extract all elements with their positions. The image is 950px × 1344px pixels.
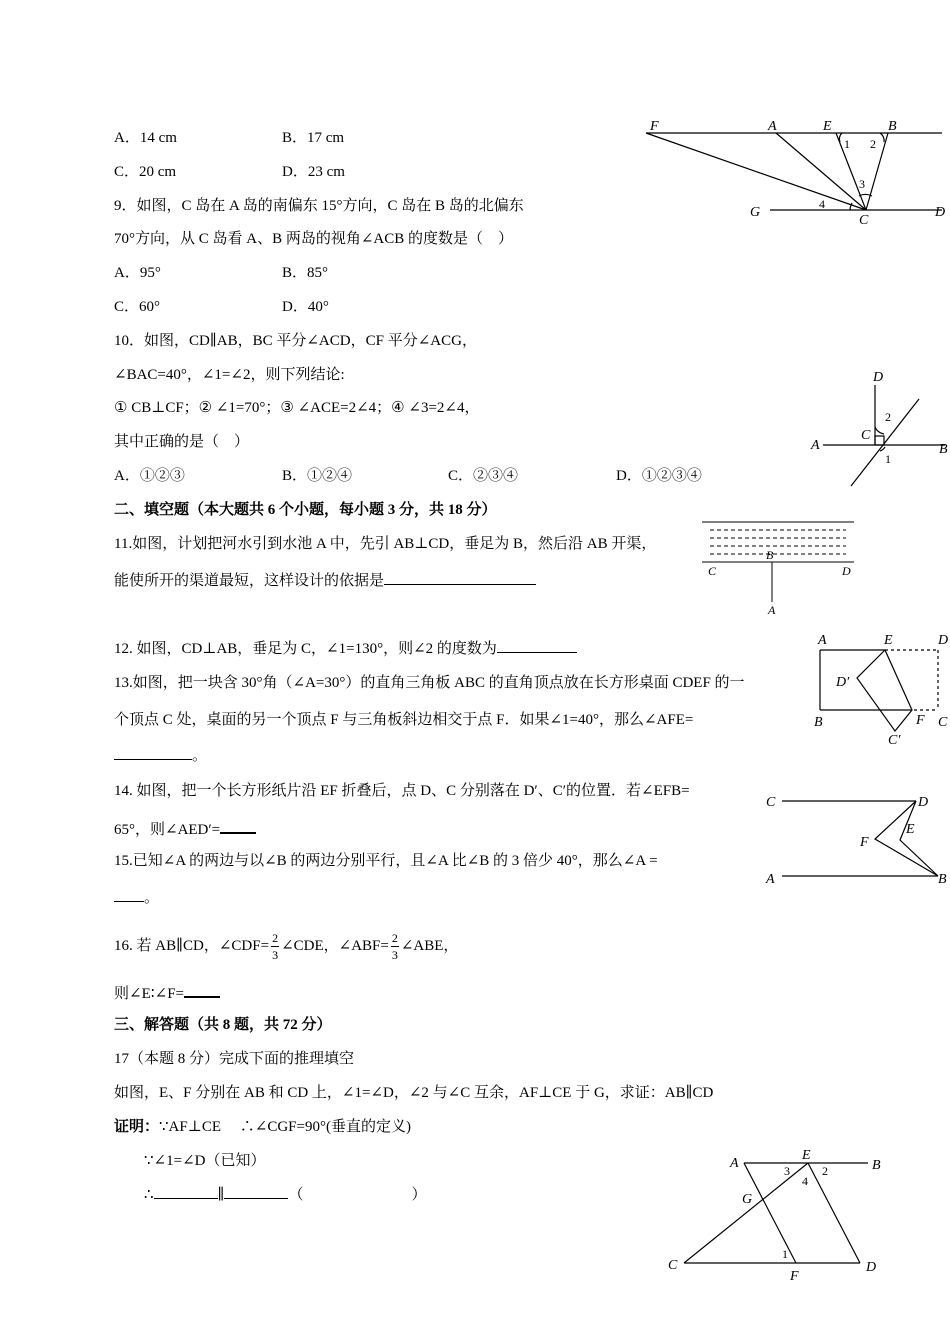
q11-line2-text: 能使所开的渠道最短，这样设计的依据是 xyxy=(114,573,385,589)
fig11-label-c: C xyxy=(708,564,717,578)
q16-prefix: 16. 若 AB∥CD，∠CDF= xyxy=(114,937,270,954)
q17-proof1: ∵AF⊥CE ∴∠CGF=90°(垂直的定义) xyxy=(159,1119,411,1135)
fig10-angle-1: 1 xyxy=(885,452,891,466)
q13-answer-blank[interactable] xyxy=(114,745,192,760)
q10-option-d: D．①②③④ xyxy=(616,468,702,484)
q16-line2-text: 则∠E∶∠F= xyxy=(114,986,185,1002)
q9-option-a: A．95° xyxy=(114,265,161,281)
q13-line3-end: 。 xyxy=(192,748,208,764)
q16-line1 xyxy=(114,930,458,963)
fig9-label-b: B xyxy=(888,119,897,134)
fig13-label-a: A xyxy=(818,633,827,648)
fig-q9 xyxy=(640,112,950,232)
fig10-label-b: B xyxy=(939,442,948,457)
q14-line2-text: 65°，则∠AED′= xyxy=(114,822,221,838)
q11-line1: 11.如图，计划把河水引到水池 A 中，先引 AB⊥CD，垂足为 B，然后沿 AB 开渠， xyxy=(114,536,657,552)
fig9-label-f: F xyxy=(650,119,659,134)
fig17-label-c: C xyxy=(668,1258,678,1273)
fig13-label-b: B xyxy=(814,715,823,730)
fig17-label-d: D xyxy=(866,1260,877,1275)
q17-parallel: ∥ xyxy=(217,1187,225,1203)
fig14-label-f: F xyxy=(860,835,869,850)
q17-proof-line1 xyxy=(114,1117,411,1137)
fig13-label-dprime: D′ xyxy=(836,675,850,690)
fig17-label-b: B xyxy=(872,1158,881,1173)
q17-paren-close: ） xyxy=(411,1187,427,1203)
q8-option-c: C．20 cm xyxy=(114,164,177,180)
q17-proof-line3 xyxy=(144,1184,427,1205)
fig10-angle-2: 2 xyxy=(885,410,891,424)
q8-option-d: D．23 cm xyxy=(282,164,345,180)
fig13-label-d: D xyxy=(938,633,949,648)
q15-line2-end: 。 xyxy=(144,890,160,906)
fig9-angle-2: 2 xyxy=(870,137,876,151)
fig17-label-f: F xyxy=(790,1269,799,1284)
q16-frac2-num: 2 xyxy=(391,931,398,945)
q16-mid2: ∠ABE， xyxy=(400,937,459,954)
fig17-angle-2: 2 xyxy=(822,1164,828,1178)
q12-text: 12. 如图，CD⊥AB，垂足为 C，∠1=130°，则∠2 的度数为 xyxy=(114,641,497,657)
fig-q10 xyxy=(805,365,950,490)
q9-option-d: D．40° xyxy=(282,299,329,315)
fig17-angle-1: 1 xyxy=(782,1247,788,1261)
q13-line1: 13.如图，把一块含 30°角（∠A=30°）的直角三角板 ABC 的直角顶点放在长方形桌面 CDEF 的一 xyxy=(114,675,745,691)
q15-line2 xyxy=(114,887,159,908)
section2-heading: 二、填空题（本大题共 6 个小题，每小题 3 分，共 18 分） xyxy=(114,502,497,518)
fig13-label-cprime: C′ xyxy=(888,733,901,748)
q9-option-b: B．85° xyxy=(282,265,329,281)
fig9-label-g: G xyxy=(750,205,761,220)
q16-frac2-den: 3 xyxy=(391,948,398,962)
fig17-label-g: G xyxy=(742,1192,753,1207)
fig-q11 xyxy=(700,515,860,620)
q17-proof-line2: ∵∠1=∠D（已知） xyxy=(144,1153,266,1169)
fig17-angle-4: 4 xyxy=(802,1174,808,1188)
q16-mid1: ∠CDE，∠ABF= xyxy=(281,937,389,954)
q10-option-b: B．①②④ xyxy=(282,468,353,484)
fig9-angle-1: 1 xyxy=(844,137,850,151)
q12-answer-blank[interactable] xyxy=(497,638,577,653)
fig10-label-a: A xyxy=(811,438,820,453)
fig14-label-e: E xyxy=(906,822,915,837)
q14-answer-blank[interactable] xyxy=(220,818,256,834)
q9-line2: 70°方向，从 C 岛看 A、B 两岛的视角∠ACB 的度数是（ ） xyxy=(114,231,514,247)
q17-stem: 如图，E、F 分别在 AB 和 CD 上，∠1=∠D，∠2 与∠C 互余，AF⊥CE 于 G，求证：AB∥CD xyxy=(114,1085,714,1101)
q12-line xyxy=(114,638,577,659)
q13-line3 xyxy=(114,745,207,766)
fig17-label-e: E xyxy=(802,1148,811,1163)
q10-line2: ∠BAC=40°，∠1=∠2，则下列结论: xyxy=(114,367,345,383)
fig-q17 xyxy=(660,1145,900,1285)
fig-q13 xyxy=(810,628,950,748)
fig-q14 xyxy=(760,788,950,888)
q15-answer-blank[interactable] xyxy=(114,887,144,902)
section3-heading: 三、解答题（共 8 题，共 72 分） xyxy=(114,1017,332,1033)
fig11-label-b: B xyxy=(766,548,774,562)
fig17-angle-3: 3 xyxy=(784,1164,790,1178)
q11-answer-blank[interactable] xyxy=(384,570,536,585)
fig14-label-d: D xyxy=(918,795,929,810)
q10-option-a: A．①②③ xyxy=(114,468,185,484)
fig14-label-c: C xyxy=(766,795,776,810)
q14-line1: 14. 如图，把一个长方形纸片沿 EF 折叠后，点 D、C 分别落在 D′、C′的位置．若∠EFB= xyxy=(114,783,690,799)
q13-line2: 个顶点 C 处，桌面的另一个顶点 F 与三角板斜边相交于点 F．如果∠1=40°，那么∠AFE= xyxy=(114,712,694,728)
q9-option-c: C．60° xyxy=(114,299,161,315)
q17-title: 17（本题 8 分）完成下面的推理填空 xyxy=(114,1051,355,1067)
q16-fraction-1 xyxy=(271,930,279,963)
q8-option-b: B．17 cm xyxy=(282,130,345,146)
q17-therefore: ∴ xyxy=(144,1187,154,1203)
q16-frac1-num: 2 xyxy=(272,931,279,945)
q17-blank-1[interactable] xyxy=(154,1184,218,1199)
q16-line2 xyxy=(114,982,220,1004)
fig13-label-e: E xyxy=(884,633,893,648)
fig17-label-a: A xyxy=(730,1156,739,1171)
q10-line1: 10．如图，CD∥AB，BC 平分∠ACD，CF 平分∠ACG， xyxy=(114,333,477,349)
q17-proof-label: 证明： xyxy=(114,1119,160,1135)
q11-line2 xyxy=(114,570,536,591)
q10-option-c: C．②③④ xyxy=(448,468,519,484)
fig9-angle-4: 4 xyxy=(819,197,825,211)
q14-line2 xyxy=(114,818,256,840)
q15-line1: 15.已知∠A 的两边与以∠B 的两边分别平行，且∠A 比∠B 的 3 倍少 40°，那么∠A = xyxy=(114,853,658,869)
fig11-label-a: A xyxy=(768,603,776,617)
fig10-label-c: C xyxy=(861,428,871,443)
q10-line4: 其中正确的是（ ） xyxy=(114,434,250,450)
fig9-label-a: A xyxy=(768,119,777,134)
q17-blank-2[interactable] xyxy=(224,1184,288,1199)
fig9-label-e: E xyxy=(823,119,832,134)
q10-line3: ① CB⊥CF；② ∠1=70°；③ ∠ACE=2∠4；④ ∠3=2∠4， xyxy=(114,400,480,416)
q16-fraction-2 xyxy=(391,930,399,963)
fig13-label-f: F xyxy=(916,713,925,728)
q17-paren-open: （ xyxy=(288,1187,304,1203)
fig9-label-d: D xyxy=(935,205,946,220)
q16-answer-blank[interactable] xyxy=(184,982,220,998)
q16-frac1-den: 3 xyxy=(272,948,279,962)
q8-option-a: A．14 cm xyxy=(114,130,177,146)
fig11-label-d: D xyxy=(842,564,851,578)
fig13-label-c: C xyxy=(938,715,948,730)
fig9-angle-3: 3 xyxy=(859,177,865,191)
fig14-label-b: B xyxy=(938,872,947,887)
q9-line1: 9．如图，C 岛在 A 岛的南偏东 15°方向，C 岛在 B 岛的北偏东 xyxy=(114,198,524,214)
fig10-label-d: D xyxy=(873,370,884,385)
fig14-label-a: A xyxy=(766,872,775,887)
fig9-label-c: C xyxy=(859,213,869,228)
